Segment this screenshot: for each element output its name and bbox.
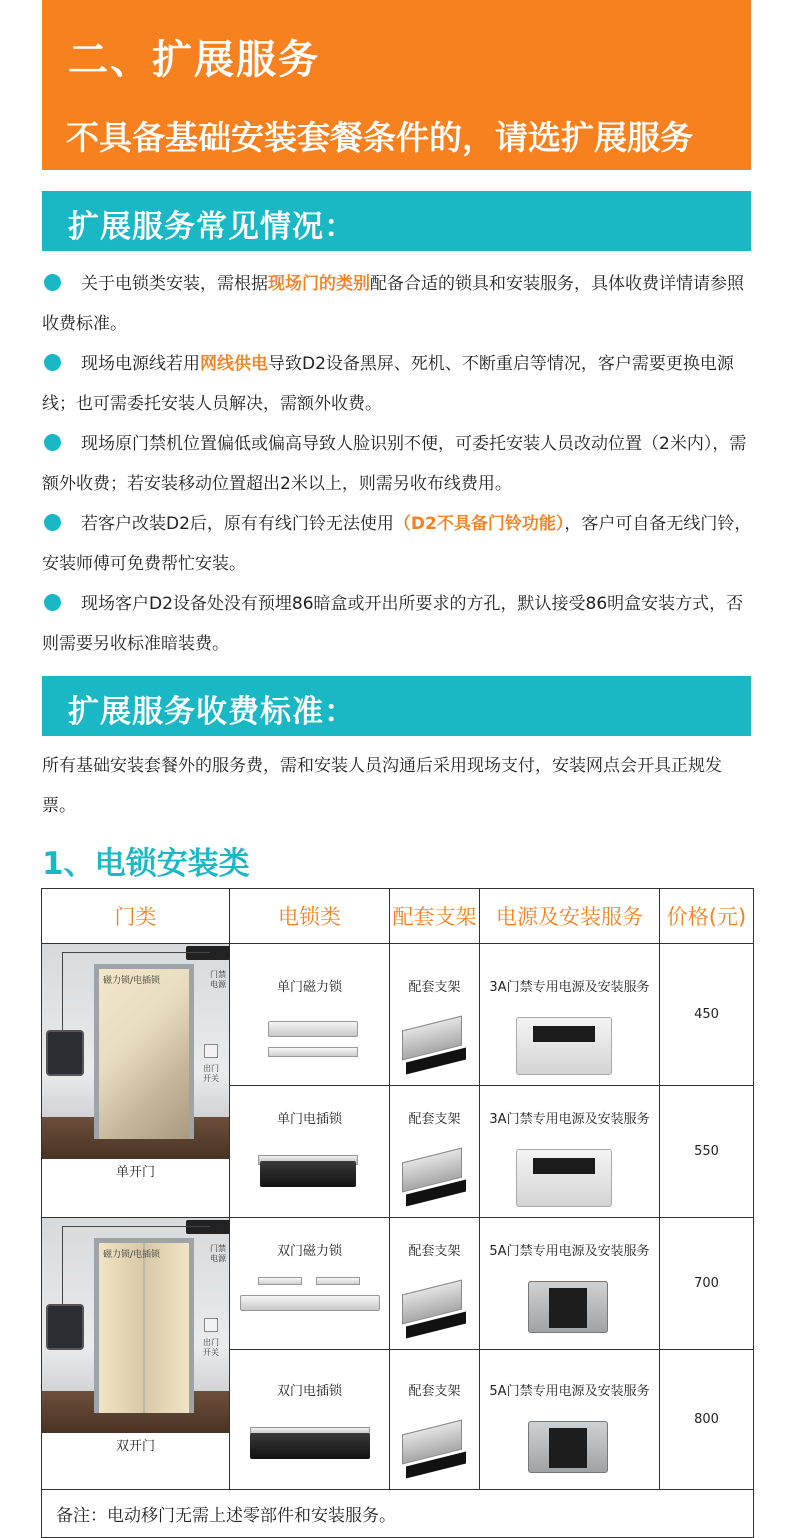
- list-item: 关于电锁类安装，需根据现场门的类别配备合适的锁具和安装服务，具体收费详情请参照收费标准。: [42, 274, 744, 334]
- section-header-common-cases: [42, 191, 751, 251]
- price-cell: 800: [660, 1350, 754, 1490]
- single-door-illustration: 磁力锁/电插锁 门禁 电源 出门 开关: [42, 944, 229, 1159]
- list-item: 现场电源线若用网线供电导致D2设备黑屏、死机、不断重启等情况，客户需要更换电源线；也可需委托安装人员解决，需额外收费。: [42, 354, 734, 414]
- lock-cell: 单门磁力锁: [230, 944, 390, 1086]
- door-double-cell: [42, 1218, 230, 1490]
- banner-title: 二、扩展服务: [68, 37, 320, 83]
- common-cases-list: [42, 264, 754, 664]
- section-header-fee-standard: [42, 676, 751, 736]
- power-supply-image: [480, 1269, 659, 1349]
- bracket-image: [390, 1409, 479, 1489]
- price-cell: 450: [660, 944, 754, 1086]
- section-title: 扩展服务常见情况：: [68, 209, 356, 245]
- table-header-row: [42, 889, 754, 944]
- list-item: 现场原门禁机位置偏低或偏高导致人脸识别不便，可委托安装人员改动位置（2米内），需额外收费；若安装移动位置超出2米以上，则需另收布线费用。: [42, 434, 747, 494]
- column-header: 门类: [42, 889, 230, 944]
- bracket-image: [390, 1269, 479, 1349]
- lock-cell: 双门电插锁: [230, 1350, 390, 1490]
- bolt-lock-image: [230, 1137, 389, 1217]
- bracket-image: [390, 1137, 479, 1217]
- header-banner: [42, 0, 751, 170]
- double-magnetic-lock-image: [230, 1269, 389, 1349]
- psu-cell: 3A门禁专用电源及安装服务: [480, 1086, 660, 1218]
- banner-subtitle: 不具备基础安装套餐条件的，请选扩展服务: [66, 118, 693, 157]
- psu-cell: 3A门禁专用电源及安装服务: [480, 944, 660, 1086]
- magnetic-lock-image: [230, 1005, 389, 1085]
- door-single-cell: [42, 944, 230, 1218]
- table-row: [42, 944, 754, 1086]
- list-item: 现场客户D2设备处没有预埋86暗盒或开出所要求的方孔，默认接受86明盒安装方式，否则需要另收标准暗装费。: [42, 594, 744, 654]
- price-cell: 700: [660, 1218, 754, 1350]
- bracket-image: [390, 1005, 479, 1085]
- power-supply-image: [480, 1409, 659, 1489]
- subheading-electric-lock: 1、电锁安装类: [42, 846, 250, 882]
- table-note: 备注：电动移门无需上述零部件和安装服务。: [42, 1490, 754, 1538]
- power-supply-image: [480, 1137, 659, 1217]
- table-row: [42, 1218, 754, 1350]
- double-bolt-lock-image: [230, 1409, 389, 1489]
- lock-cell: 双门磁力锁: [230, 1218, 390, 1350]
- column-header: 价格(元): [660, 889, 754, 944]
- double-door-illustration: 磁力锁/电插锁 门禁 电源 出门 开关: [42, 1218, 229, 1433]
- access-reader-icon: [46, 1304, 84, 1350]
- bullet-dot-icon: [44, 594, 61, 611]
- bracket-cell: 配套支架: [390, 1350, 480, 1490]
- power-supply-image: [480, 1005, 659, 1085]
- section-title: 扩展服务收费标准：: [68, 694, 356, 730]
- column-header: 电锁类: [230, 889, 390, 944]
- exit-button-icon: [204, 1044, 218, 1058]
- psu-cell: 5A门禁专用电源及安装服务: [480, 1218, 660, 1350]
- bullet-dot-icon: [44, 274, 61, 291]
- bullet-dot-icon: [44, 434, 61, 451]
- access-reader-icon: [46, 1030, 84, 1076]
- single-door-glass: 磁力锁/电插锁: [94, 964, 194, 1139]
- bracket-cell: 配套支架: [390, 944, 480, 1086]
- fee-description: 所有基础安装套餐外的服务费，需和安装人员沟通后采用现场支付，安装网点会开具正规发票。: [42, 756, 722, 816]
- door-caption: 双开门: [115, 1439, 155, 1454]
- bullet-dot-icon: [44, 514, 61, 531]
- door-caption: 单开门: [115, 1165, 155, 1180]
- psu-cell: 5A门禁专用电源及安装服务: [480, 1350, 660, 1490]
- column-header: 配套支架: [390, 889, 480, 944]
- double-door-glass: 磁力锁/电插锁: [94, 1238, 194, 1413]
- exit-button-icon: [204, 1318, 218, 1332]
- price-cell: 550: [660, 1086, 754, 1218]
- table-note-row: [42, 1490, 754, 1538]
- bullet-dot-icon: [44, 354, 61, 371]
- bracket-cell: 配套支架: [390, 1218, 480, 1350]
- lock-cell: 单门电插锁: [230, 1086, 390, 1218]
- column-header: 电源及安装服务: [480, 889, 660, 944]
- list-item: 若客户改装D2后，原有有线门铃无法使用（D2不具备门铃功能），客户可自备无线门铃，安装师傅可免费帮忙安装。: [42, 514, 752, 574]
- bracket-cell: 配套支架: [390, 1086, 480, 1218]
- price-table: [41, 888, 754, 1538]
